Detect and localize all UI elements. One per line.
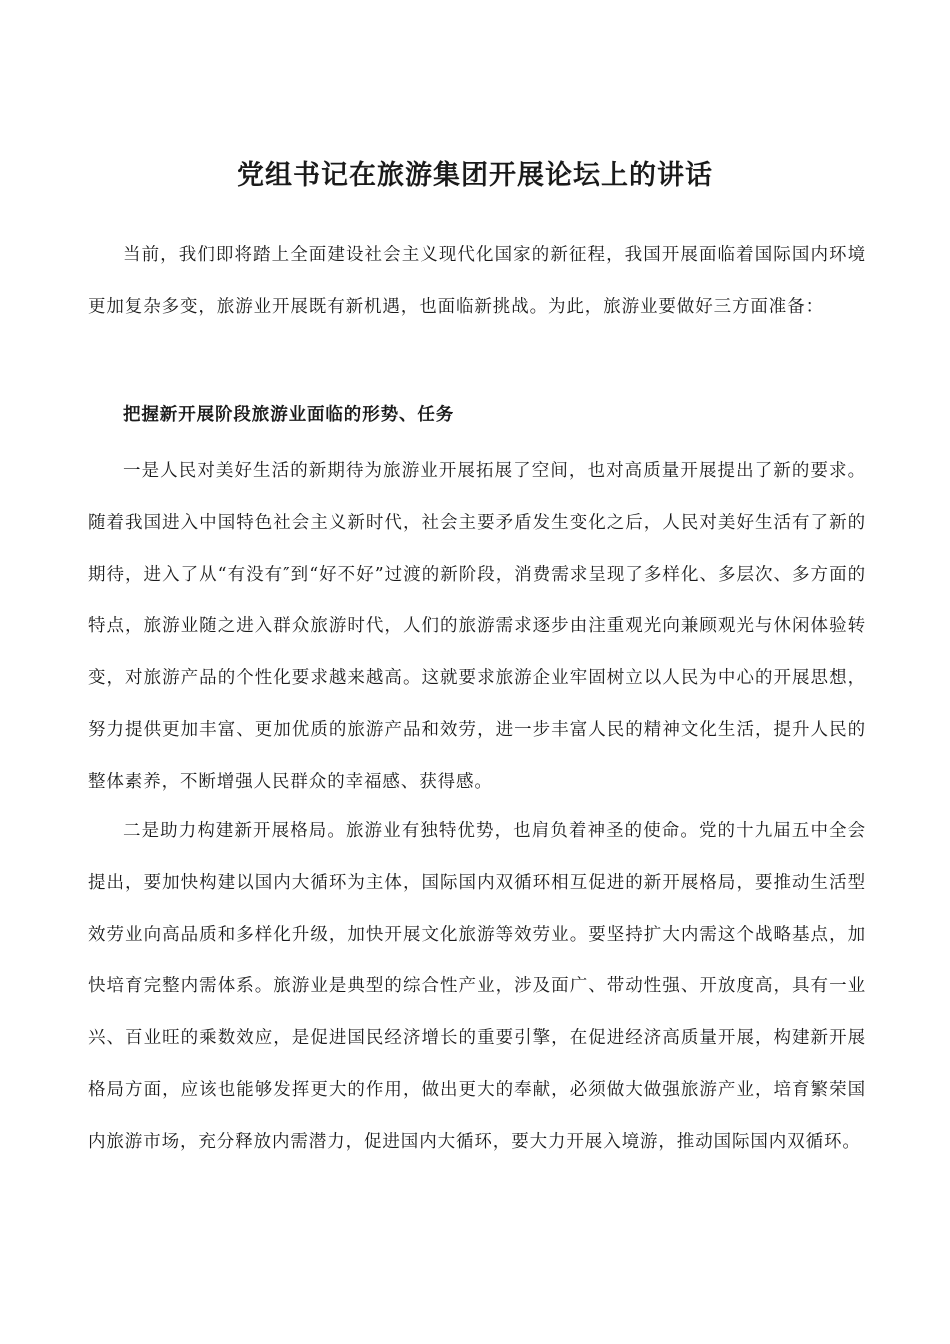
intro-paragraph: 当前，我们即将踏上全面建设社会主义现代化国家的新征程，我国开展面临着国际国内环境更加复杂多变，旅游业开展既有新机遇，也面临新挑战。为此，旅游业要做好三方面准备： (88, 245, 866, 317)
document-title: 党组书记在旅游集团开展论坛上的讲话 (237, 160, 713, 191)
section-heading: 把握新开展阶段旅游业面临的形势、任务 (123, 405, 455, 425)
paragraph-point-two: 二是助力构建新开展格局。旅游业有独特优势，也肩负着神圣的使命。党的十九届五中全会提出，要加快构建以国内大循环为主体，国际国内双循环相互促进的新开展格局，要推动生活型效劳业向高品质和多样化升级，加快开展文化旅游等效劳业。要坚持扩大内需这个战略基点，加快培育完整内需体系。旅游业是典型的综合性产业，涉及面广、带动性强、开放度高，具有一业兴、百业旺的乘数效应，是促进国民经济增长的重要引擎，在促进经济高质量开展，构建新开展格局方面，应该也能够发挥更大的作用，做出更大的奉献，必须做大做强旅游产业，培育繁荣国内旅游市场，充分释放内需潜力，促进国内大循环，要大力开展入境游，推动国际国内双循环。 (88, 821, 866, 1152)
paragraph-point-one: 一是人民对美好生活的新期待为旅游业开展拓展了空间，也对高质量开展提出了新的要求。随着我国进入中国特色社会主义新时代，社会主要矛盾发生变化之后，人民对美好生活有了新的期待，进入了从“有没有″到“好不好”过渡的新阶段，消费需求呈现了多样化、多层次、多方面的特点，旅游业随之进入群众旅游时代，人们的旅游需求逐步由注重观光向兼顾观光与休闲体验转变，对旅游产品的个性化要求越来越高。这就要求旅游企业牢固树立以人民为中心的开展思想，努力提供更加丰富、更加优质的旅游产品和效劳，进一步丰富人民的精神文化生活，提升人民的整体素养，不断增强人民群众的幸福感、获得感。 (88, 461, 866, 792)
